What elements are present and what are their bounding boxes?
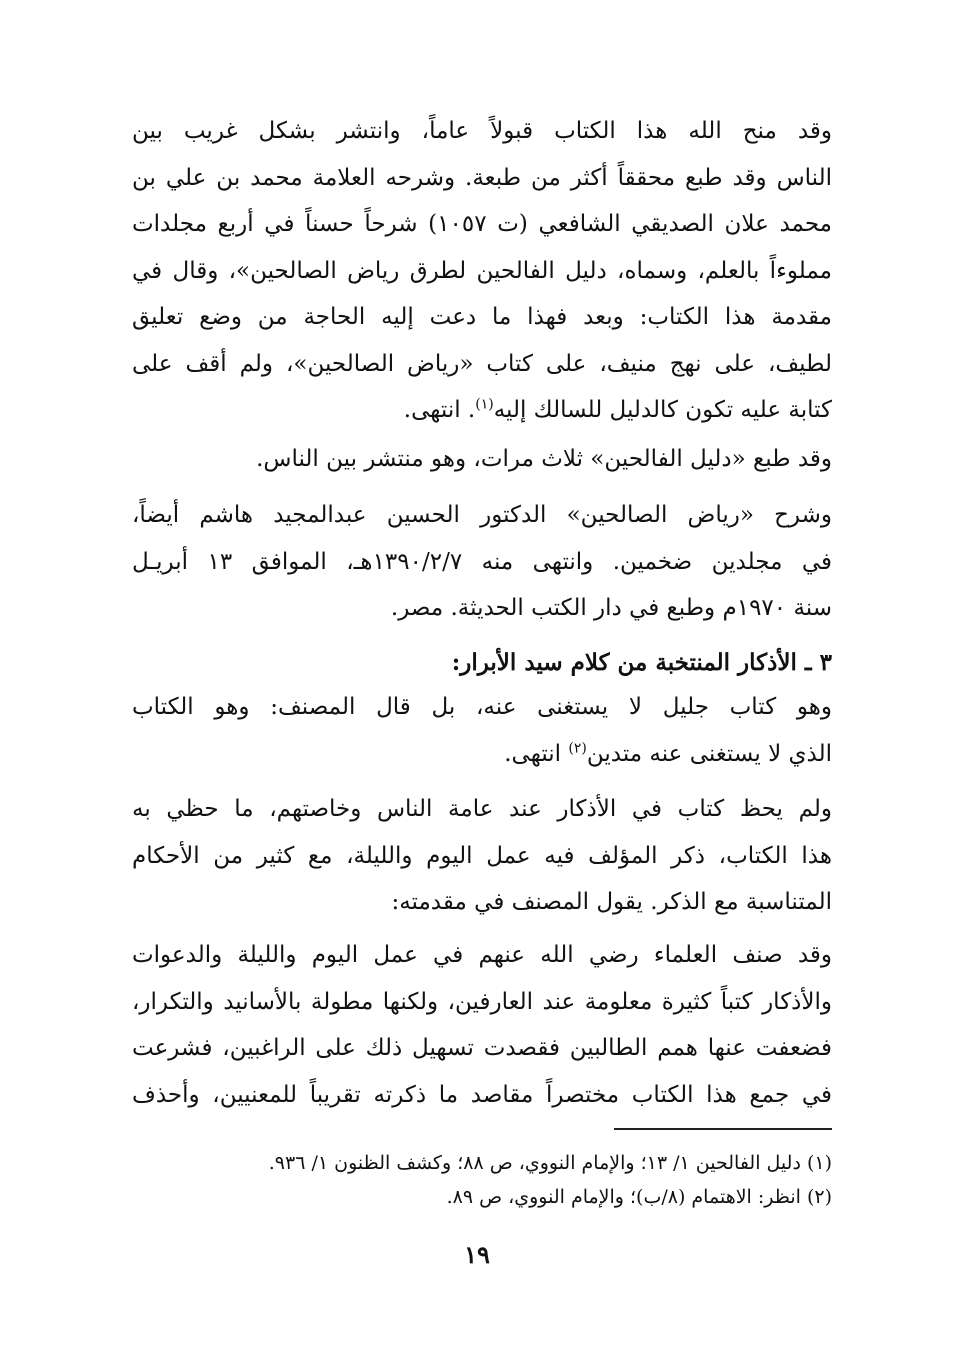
text-line-last: [132, 731, 832, 778]
text-line: وهو كتاب جليل لا يستغنى عنه، بل قال المصنف: وهو الكتاب: [132, 694, 832, 720]
text-line: وشرح «رياض الصالحين» الدكتور الحسين عبدالمجيد هاشم أيضاً،: [132, 502, 832, 528]
section-heading-block: [132, 640, 832, 687]
paragraph-6: [132, 932, 832, 1118]
page-number: ١٩: [464, 1240, 490, 1269]
text-segment: كتابة عليه تكون كالدليل للسالك إليه: [493, 397, 832, 423]
text-line: وقد صنف العلماء رضي الله عنهم في عمل اليوم والليلة والدعوات: [132, 942, 832, 968]
text-line: لطيف، على نهج منيف، على كتاب «رياض الصالحين»، ولم أقف على: [132, 350, 832, 377]
paragraph-2: [132, 436, 832, 483]
text-segment: . انتهى.: [403, 397, 476, 423]
text-line: مقدمة هذا الكتاب: وبعد فهذا ما دعت إليه الحاجة من وضع تعليق: [132, 304, 832, 330]
text-line: في مجلدين ضخمين. وانتهى منه ١٣٩٠/٢/٧هـ، الموافق ١٣ أبريـل: [132, 548, 832, 575]
text-segment: الذي لا يستغنى عنه متدين: [586, 740, 832, 767]
text-line: في جمع هذا الكتاب مختصراً مقاصد ما ذكرته تقريباً للمعنيين، وأحذف: [132, 1081, 832, 1108]
paragraph-5: [132, 786, 832, 926]
text-line: مملوءاً بالعلم، وسماه، دليل الفالحين لطرق رياض الصالحين»، وقال في: [132, 257, 832, 284]
text-line: محمد علان الصديقي الشافعي (ت ١٠٥٧) شرحاً حسناً في أربع مجلدات: [132, 211, 832, 237]
text-line: والأذكار كتباً كثيرة معلومة عند العارفين، ولكنها مطولة بالأسانيد والتكرار،: [132, 988, 832, 1015]
text-line: ولم يحظ كتاب في الأذكار عند عامة الناس وخاصتهم، ما حظي به: [132, 796, 832, 822]
text-line: فضعفت عنها همم الطالبين فقصدت تسهيل ذلك على الراغبين، فشرعت: [132, 1035, 832, 1061]
section-heading: ٣ ـ الأذكار المنتخبة من كلام سيد الأبرار:: [451, 649, 832, 676]
text-line-last: المتناسبة مع الذكر. يقول المصنف في مقدمته:: [391, 889, 832, 915]
footnote-ref-2: (٢): [568, 739, 587, 756]
footnote-divider: [614, 1128, 832, 1130]
text-line-last: [132, 387, 832, 434]
text-line: وقد منح الله هذا الكتاب قبولاً عاماً، وانتشر بشكل غريب بين: [132, 118, 832, 144]
footnote-ref-1: (١): [475, 396, 494, 413]
paragraph-3: [132, 492, 832, 632]
text-segment: انتهى.: [504, 740, 569, 767]
footnote-1: (١) دليل الفالحين ١/ ١٣؛ والإمام النووي، ص ٨٨؛ وكشف الظنون ١/ ٩٣٦.: [268, 1152, 832, 1174]
paragraph-1: [132, 108, 832, 434]
footnotes: [132, 1146, 832, 1214]
footnote-2: (٢) انظر: الاهتمام (٨/ب)؛ والإمام النووي، ص ٨٩.: [446, 1186, 832, 1208]
text-line-last: وقد طبع «دليل الفالحين» ثلاث مرات، وهو منتشر بين الناس.: [256, 446, 832, 472]
text-line: الناس وقد طبع محققاً أكثر من طبعة. وشرحه العلامة محمد بن علي بن: [132, 164, 832, 191]
text-line-last: سنة ١٩٧٠م وطبع في دار الكتب الحديثة. مصر.: [390, 595, 832, 621]
text-line: هذا الكتاب، ذكر المؤلف فيه عمل اليوم والليلة، مع كثير من الأحكام: [132, 842, 832, 869]
paragraph-4: [132, 684, 832, 777]
